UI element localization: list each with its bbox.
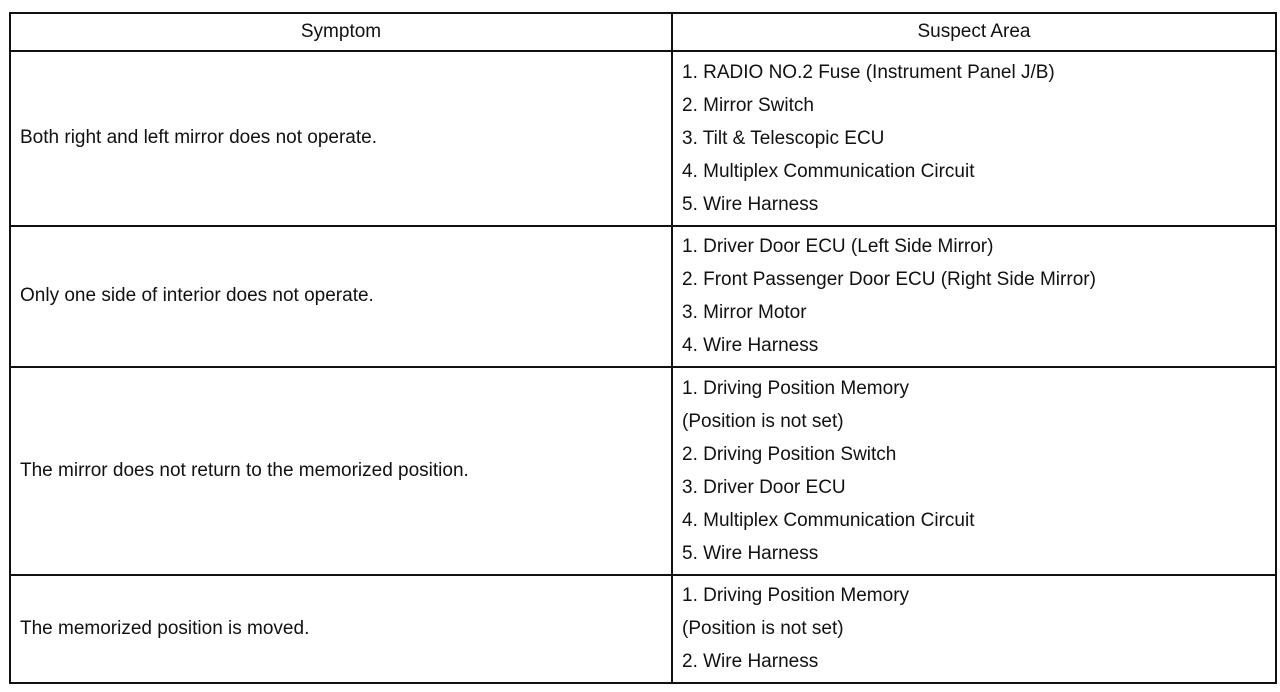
suspect-area-item: 5. Wire Harness	[682, 542, 819, 564]
suspect-area-item: (Position is not set)	[682, 618, 844, 640]
suspect-area-item: 3. Mirror Motor	[682, 302, 807, 324]
suspect-area-item: 1. Driving Position Memory	[682, 377, 910, 399]
table-row	[10, 367, 1276, 575]
suspect-area-item: 4. Multiplex Communication Circuit	[682, 160, 975, 182]
table-body	[10, 51, 1276, 683]
suspect-area-cell	[672, 226, 1276, 367]
suspect-area-cell	[672, 575, 1276, 683]
suspect-area-column-header: Suspect Area	[672, 13, 1276, 51]
suspect-area-cell	[672, 51, 1276, 226]
header-row	[10, 13, 1276, 51]
table-row	[10, 575, 1276, 683]
suspect-area-item: 4. Wire Harness	[682, 335, 819, 357]
suspect-area-item: 2. Wire Harness	[682, 651, 819, 673]
suspect-area-item: (Position is not set)	[682, 410, 844, 432]
suspect-area-item: 2. Mirror Switch	[682, 94, 814, 116]
symptom-cell: Only one side of interior does not operate.	[10, 226, 672, 367]
symptom-cell: The mirror does not return to the memorized position.	[10, 367, 672, 575]
suspect-area-item: 3. Tilt & Telescopic ECU	[682, 127, 885, 149]
suspect-area-item: 1. RADIO NO.2 Fuse (Instrument Panel J/B)	[682, 61, 1055, 83]
suspect-area-item: 1. Driving Position Memory	[682, 585, 910, 607]
suspect-area-cell	[672, 367, 1276, 575]
suspect-area-item: 2. Driving Position Switch	[682, 443, 897, 465]
table-header	[10, 13, 1276, 51]
suspect-area-item: 1. Driver Door ECU (Left Side Mirror)	[682, 236, 994, 258]
table-row	[10, 51, 1276, 226]
symptom-cell: The memorized position is moved.	[10, 575, 672, 683]
suspect-area-item: 4. Multiplex Communication Circuit	[682, 509, 975, 531]
symptom-cell: Both right and left mirror does not operate.	[10, 51, 672, 226]
suspect-area-item: 3. Driver Door ECU	[682, 476, 846, 498]
table-row	[10, 226, 1276, 367]
symptom-table	[9, 12, 1277, 684]
suspect-area-item: 2. Front Passenger Door ECU (Right Side Mirror)	[682, 269, 1096, 291]
suspect-area-item: 5. Wire Harness	[682, 193, 819, 215]
symptom-column-header: Symptom	[10, 13, 672, 51]
